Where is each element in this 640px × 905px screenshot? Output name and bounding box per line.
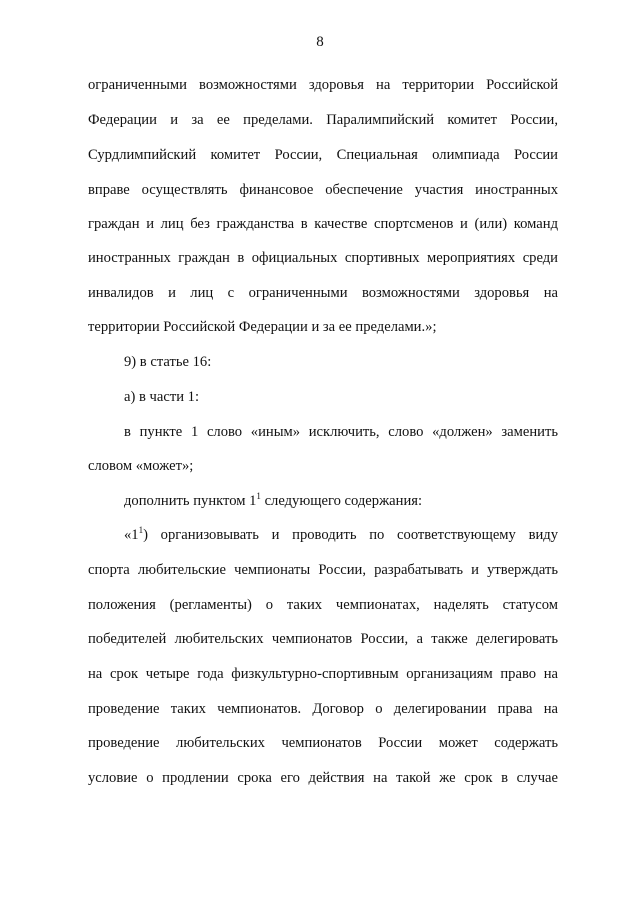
body-line-3: Сурдлимпийский комитет России, Специальная олимпиада России — [88, 147, 558, 163]
new-item-line-8: условие о продлении срока его действия на такой же срок в случае — [88, 770, 558, 786]
body-line-7: инвалидов и лиц с ограниченными возможностями здоровья на — [88, 285, 558, 301]
addition-text: дополнить пунктом 1 — [124, 493, 257, 509]
new-item-line-7: проведение любительских чемпионатов России может содержать — [88, 735, 558, 751]
new-item-line-3: положения (регламенты) о таких чемпионатах, наделять статусом — [88, 597, 558, 613]
body-line-8: территории Российской Федерации и за ее пределами.»; — [88, 319, 437, 335]
subitem-a-heading: а) в части 1: — [124, 389, 200, 405]
new-item-line-4: победителей любительских чемпионатов России, а также делегировать — [88, 631, 558, 647]
amendment-line-2: словом «может»; — [88, 458, 194, 474]
new-item-superscript: 1 — [138, 525, 144, 535]
new-item-line-1 — [124, 525, 558, 545]
new-item-line-2: спорта любительские чемпионаты России, разрабатывать и утверждать — [88, 562, 558, 578]
new-item-text: ) организовывать и проводить по соответствующему виду — [143, 527, 558, 543]
body-line-4: вправе осуществлять финансовое обеспечение участия иностранных — [88, 182, 558, 198]
body-line-1: ограниченными возможностями здоровья на территории Российской — [88, 77, 558, 93]
addition-line — [124, 491, 422, 511]
item-9-heading: 9) в статье 16: — [124, 354, 212, 370]
new-item-line-5: на срок четыре года физкультурно-спортивным организациям право на — [88, 666, 558, 682]
addition-text-end: следующего содержания: — [260, 493, 423, 509]
page-number: 8 — [316, 34, 324, 50]
addition-superscript: 1 — [256, 491, 261, 501]
new-item-line-6: проведение таких чемпионатов. Договор о делегировании права на — [88, 701, 558, 717]
body-line-2: Федерации и за ее пределами. Паралимпийский комитет России, — [88, 112, 558, 128]
new-item-open: «1 — [124, 527, 139, 543]
body-line-6: иностранных граждан в официальных спортивных мероприятиях среди — [88, 250, 558, 266]
body-line-5: граждан и лиц без гражданства в качестве спортсменов и (или) команд — [88, 216, 558, 232]
amendment-line-1: в пункте 1 слово «иным» исключить, слово «должен» заменить — [124, 424, 558, 440]
